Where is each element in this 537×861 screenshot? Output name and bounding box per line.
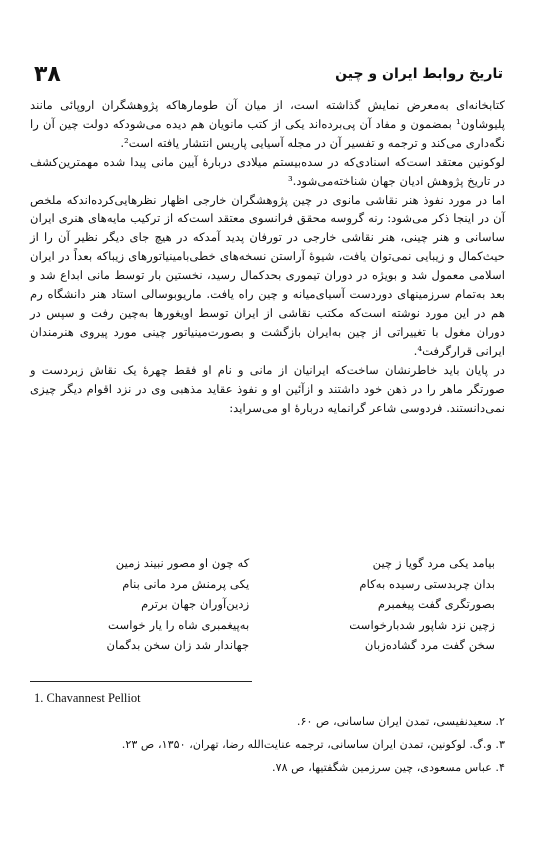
footnote-latin: 1. Chavannest Pelliot — [34, 691, 141, 705]
poem — [40, 553, 495, 656]
poem-hemistich: که چون او مصور نبیند زمین — [115, 556, 250, 570]
poem-hemistich: سخن گفت مرد گشاده‌زبان — [364, 638, 495, 652]
poem-hemistich: بیامد یکی مرد گویا ز چین — [372, 556, 495, 570]
poem-couplet — [40, 574, 495, 595]
footnote: ۴. عباس مسعودی، چین سرزمین شگفتیها، ص ۷۸. — [272, 761, 505, 774]
page-header — [34, 60, 503, 94]
poem-couplet — [40, 594, 495, 615]
footnote: ۳. و.گ. لوکونین، تمدن ایران ساسانی، ترجمه عنایت‌الله رضا، تهران، ۱۳۵۰، ص ۲۳. — [121, 738, 505, 751]
poem-hemistich: زچین نزد شاپور شدبارخواست — [349, 617, 495, 632]
poem-hemistich: یکی پرمنش مرد مانی بنام — [122, 576, 250, 591]
poem-hemistich: به‌پیغمبری شاه را یار خواست — [108, 617, 250, 632]
poem-couplet — [40, 615, 495, 636]
paragraph: کتابخانه‌ای به‌معرض نمایش گذاشته است، از میان آن طومارهاکه پژوهشگران اروپائی مانند پلیوشاون¹ بمضمون و مفاد آن پی‌برده‌اند یکی از کتب مانویان هم دیده می‌شودکه دولت چین آن را نگه‌داری می‌کند و ترجمه و تفسیر آن در مجله آسیایی پاریس انتشار یافته است². — [30, 98, 505, 150]
poem-hemistich: بدان چربدستی رسیده به‌کام — [359, 576, 495, 591]
poem-hemistich: زدین‌آوران جهان برترم — [141, 597, 250, 611]
main-text — [30, 96, 505, 417]
poem-hemistich: جهاندار شد زان سخن بدگمان — [106, 638, 250, 652]
footnote-divider — [30, 681, 252, 682]
paragraph: اما در مورد نفوذ هنر نقاشی مانوی در چین پژوهشگران خارجی اظهار نظرهایی‌کرده‌اندکه ملخص آن در اینجا ذکر می‌شود: رنه گروسه محقق فرانسوی معتقد است‌که از ترکیب مایه‌های هنری ایران ساسانی و هنر چینی، هنر نقاشی خارجی در تورفان پدید آمدکه در هیچ جای دیگر نظیر آن را از حیث‌کمال و زیبایی نمی‌توان یافت، شیوهٔ آراستن نسخه‌های خطی‌بامینیاتورهای زیباکه بعداً در ایران اسلامی معمول شد و بویژه در دوران تیموری بحدکمال رسید، نخستین بار توسط مانی ابداع شد و بعد به‌تمام سرزمینهای دوردست آسیای‌میانه و چین راه یافت. ماریوبوسالی استاد هنر دانشگاه رم هم در این مورد نوشته است‌که مکتب نقاشی از ایران توسط اویغورها به‌چین رفت و سپس در دوران مغول با تغییراتی از چین به‌ایران بازگشت و بصورت‌مینیاتور چینی مورد پیروی هنرمندان ایرانی قرارگرفت⁴. — [30, 192, 505, 358]
paragraph: لوکونین معتقد است‌که اسنادی‌که در سده‌بیستم میلادی دربارهٔ آیین مانی پیدا شده مهمترین‌کشف در تاریخ پژوهش ادیان جهان شناخته‌می‌شود.³ — [30, 154, 505, 188]
poem-couplet — [40, 635, 495, 656]
page-number: ۳۸ — [34, 62, 61, 87]
footnote: ۲. سعیدنفیسی، تمدن ایران ساسانی، ص ۶۰. — [296, 715, 505, 728]
poem-hemistich: بصورتگری گفت پیغمبرم — [377, 597, 495, 611]
footnotes — [30, 712, 505, 781]
poem-couplet — [40, 553, 495, 574]
running-title: تاریخ روابط ایران و چین — [335, 66, 503, 82]
paragraph: در پایان باید خاطرنشان ساخت‌که ایرانیان از مانی و نام او فقط چهرهٔ یک نقاش زبردست و صورتگر ماهر را در ذهن خود داشتند و ازآئین او و نفوذ عقاید مذهبی وی در نزد اقوام دیگر چیزی نمی‌دانستند. فردوسی شاعر گرانمایه دربارهٔ او می‌سراید: — [30, 362, 505, 415]
